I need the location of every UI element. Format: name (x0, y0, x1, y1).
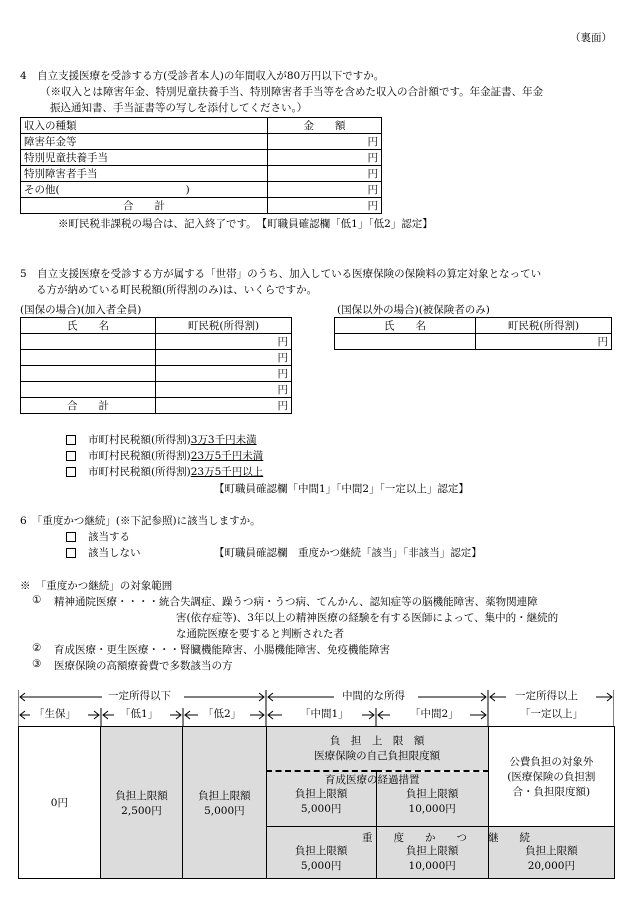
low2-cap-label: 負担上限額 (198, 789, 251, 802)
kokuho-header-tax: 町民税(所得割) (156, 318, 292, 334)
q5-title-line1: 5 自立支援医療を受診する方が属する「世帯」のうち、加入している医療保険の保険料の算定対象となってい (20, 268, 542, 280)
q6-no-label: 該当しない (88, 547, 141, 559)
juudo-mid1-value: 5,000円 (300, 860, 342, 872)
mid2-cap-value: 10,000円 (408, 802, 456, 815)
low2-cap (183, 727, 266, 879)
kokuho-header-name: 氏 名 (21, 318, 156, 334)
high-cap-line1: 公費負担の対象外 (509, 756, 594, 768)
income-table (20, 117, 382, 214)
kokuho-total-cell[interactable]: 円 (156, 398, 292, 414)
scope-item1-line3: な通院医療を要すると判断された者 (176, 628, 344, 640)
kokuho-table (20, 317, 292, 414)
high-cap-line2: (医療保険の負担割 (507, 771, 596, 783)
scope-item3: 医療保険の高額療養費で多数該当の方 (54, 660, 233, 672)
ikusei-caption: 育成医療の経過措置 (325, 774, 420, 786)
income-header-amount: 金 額 (268, 118, 382, 134)
juudo-mid1-label: 負担上限額 (294, 845, 348, 857)
income-total-amount[interactable]: 円 (268, 198, 382, 214)
checkbox[interactable] (66, 467, 76, 477)
kokuho-name-cell[interactable] (21, 382, 156, 398)
mid2-cap-label: 負担上限額 (405, 787, 459, 800)
checkbox[interactable] (66, 435, 76, 445)
high-cap-line3: 合・負担限度額) (512, 786, 591, 798)
q5-confirm: 【町職員確認欄「中間1」「中間2」「一定以上」認定】 (214, 483, 469, 495)
q6-option-yes[interactable] (66, 529, 130, 544)
checkbox[interactable] (66, 451, 76, 461)
income-row-amount[interactable]: 円 (268, 166, 382, 182)
category-mid2: 「中間2」 (410, 708, 459, 720)
juudo-mid2-label: 負担上限額 (405, 845, 459, 857)
seiho-cap: 0円 (19, 727, 101, 879)
juudo-high-label: 負担上限額 (525, 845, 578, 857)
q6-confirm: 【町職員確認欄 重度かつ継続「該当」「非該当」認定】 (214, 547, 482, 559)
burden-cap-table (18, 726, 615, 879)
juudo-mid2-value: 10,000円 (408, 860, 456, 872)
q6-yes-label: 該当する (88, 531, 130, 543)
income-row-amount[interactable]: 円 (268, 182, 382, 198)
group-mid-label: 中間的な所得 (338, 688, 409, 703)
mid1-cap-label: 負担上限額 (294, 787, 348, 800)
scope-item1-line2: 害(依存症等)、3年以上の精神医療の経験を有する医師によって、集中的・継続的 (176, 612, 559, 624)
juudo-band-label: 重 度 か つ 継 続 (362, 832, 530, 844)
tax-check-1[interactable] (66, 432, 257, 447)
scope-item1-line1: 精神通院医療・・・・統合失調症、躁うつ病・うつ病、てんかん、認知症等の脳機能障害、薬物関連障 (54, 596, 538, 608)
q4-title: 4 自立支援医療を受診する方(受診者本人)の年間収入が80万円以下ですか。 (20, 70, 385, 82)
low1-cap-value: 2,500円 (121, 804, 162, 817)
q4-footnote: ※町民税非課税の場合は、記入終了です。 【町職員確認欄「低1」「低2」認定】 (58, 218, 433, 230)
kokuho-tax-cell[interactable]: 円 (156, 350, 292, 366)
low2-cap-value: 5,000円 (204, 804, 245, 817)
high-cap-note (488, 727, 614, 827)
other-header-tax: 町民税(所得割) (476, 318, 612, 334)
tax-check-2[interactable] (66, 448, 263, 463)
kokuho-tax-cell[interactable]: 円 (156, 366, 292, 382)
q5-title-line2: る方が納めている町民税額(所得割のみ)は、いくらですか。 (36, 284, 318, 296)
tax-check-value: 3万3千円未満 (190, 434, 257, 446)
q5-left-caption: (国保の場合)(加入者全員) (20, 304, 142, 316)
kokuho-name-cell[interactable] (21, 366, 156, 382)
other-name-cell[interactable] (335, 334, 476, 350)
scope-item2-num: ② (32, 642, 42, 654)
q4-note-line1: （※収入とは障害年金、特別児童扶養手当、特別障害者手当等を含めた収入の合計額です。年金証書、年金 (40, 86, 544, 98)
mid-cap-header (266, 727, 488, 771)
income-row-label: 障害年金等 (21, 134, 268, 150)
checkbox[interactable] (66, 548, 76, 558)
tax-check-prefix: 市町村民税額(所得割) (88, 466, 191, 478)
tax-check-3[interactable] (66, 464, 263, 479)
kokuho-name-cell[interactable] (21, 334, 156, 350)
other-tax-cell[interactable]: 円 (476, 334, 612, 350)
category-seiho: 「生保」 (34, 708, 76, 720)
tax-check-prefix: 市町村民税額(所得割) (88, 434, 191, 446)
juudo-mid1-cap (266, 827, 376, 879)
income-header-type: 収入の種類 (21, 118, 268, 134)
other-header-name: 氏 名 (335, 318, 476, 334)
tax-check-value: 23万5千円未満 (190, 450, 264, 462)
scope-item3-num: ③ (32, 658, 42, 670)
income-row-amount[interactable]: 円 (268, 150, 382, 166)
low1-cap-label: 負担上限額 (115, 789, 168, 802)
q6-option-no[interactable] (66, 545, 141, 560)
scope-title: ※ 「重度かつ継続」の対象範囲 (20, 580, 173, 592)
mid1-cap-value: 5,000円 (300, 802, 342, 815)
category-low2: 「低2」 (203, 708, 242, 720)
kokuho-tax-cell[interactable]: 円 (156, 382, 292, 398)
low1-cap (100, 727, 182, 879)
category-high: 「一定以上」 (520, 708, 583, 720)
income-row-label: 特別児童扶養手当 (21, 150, 268, 166)
q5-right-caption: (国保以外の場合)(被保険者のみ) (337, 304, 490, 316)
q6-title: 6 「重度かつ継続」(※下記参照)に該当しますか。 (20, 515, 261, 527)
group-low-label: 一定所得以下 (104, 688, 175, 703)
kokuho-total-label: 合 計 (21, 398, 156, 414)
other-insurance-table (334, 317, 612, 350)
q4-note-line2: 振込通知書、手当証書等の写しを添付してください。） (50, 102, 308, 114)
checkbox[interactable] (66, 532, 76, 542)
kokuho-tax-cell[interactable]: 円 (156, 334, 292, 350)
category-low1: 「低1」 (120, 708, 159, 720)
mid-cap-header-sub: 医療保険の自己負担限度額 (314, 750, 441, 763)
page-side-label: （裏面） (570, 32, 612, 44)
scope-item1-num: ① (32, 594, 42, 606)
scope-item2: 育成医療・更生医療・・・腎臓機能障害、小腸機能障害、免疫機能障害 (54, 644, 390, 656)
income-row-label: その他( ) (21, 182, 268, 198)
income-total-label: 合 計 (21, 198, 268, 214)
category-mid1: 「中間1」 (300, 708, 349, 720)
income-row-label: 特別障害者手当 (21, 166, 268, 182)
kokuho-name-cell[interactable] (21, 350, 156, 366)
group-high-label: 一定所得以上 (515, 690, 578, 702)
tax-check-value: 23万5千円以上 (190, 466, 264, 478)
mid-cap-header-title: 負 担 上 限 額 (329, 735, 425, 748)
juudo-high-value: 20,000円 (527, 860, 575, 872)
tax-check-prefix: 市町村民税額(所得割) (88, 450, 191, 462)
income-row-amount[interactable]: 円 (268, 134, 382, 150)
